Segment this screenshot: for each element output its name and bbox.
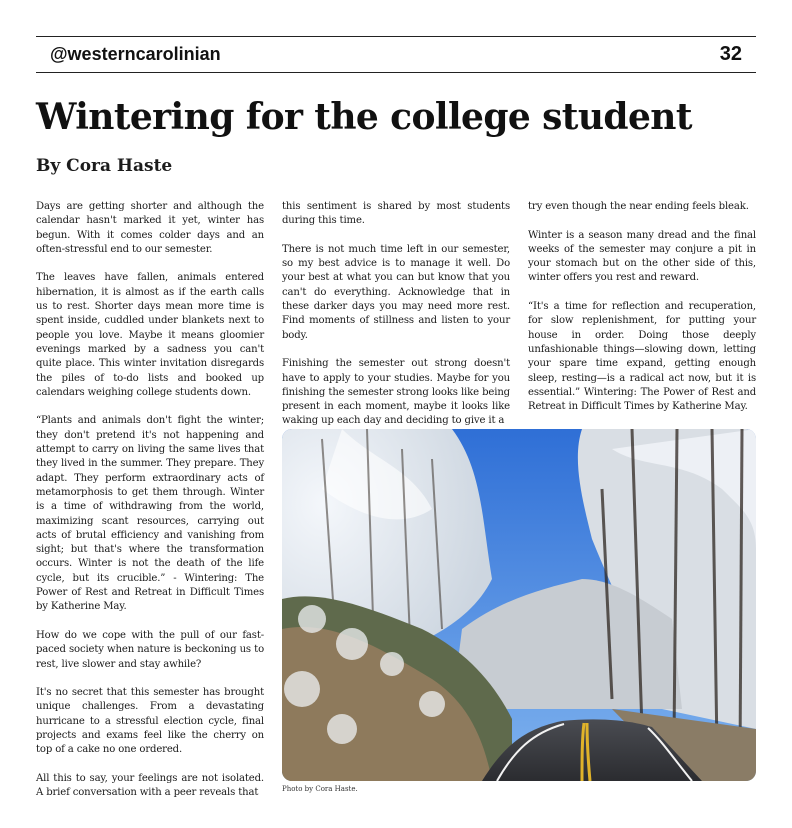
photo-caption: Photo by Cora Haste.: [282, 785, 358, 793]
paragraph: All this to say, your feelings are not isolated. A brief conversation with a peer reveals that: [36, 772, 264, 799]
paragraph: try even though the near ending feels bleak.: [528, 201, 749, 212]
top-rule: [36, 36, 756, 37]
paragraph: Finishing the semester out strong doesn't have to apply to your studies. Maybe for you finishing the semester strong looks like being present in each moment, maybe it looks like waking up each day and deciding to give it a: [282, 358, 510, 427]
header-rule: [36, 72, 756, 73]
photo-illustration: [282, 429, 756, 781]
quote-paragraph: “It's a time for reflection and recuperation, for slow replenishment, for putting your house in order. Doing those deeply unfashionable things—slowing down, letting your spare time expand, getting enough sleep, resting—is a radical act now, but it is essential.” Wintering: The Power of Rest and Retreat in Difficult Times by Katherine May.: [528, 301, 756, 413]
paragraph: There is not much time left in our semester, so my best advice is to manage it well. Do your best at what you can but know that you can't do everything. Acknowledge that in these darker days you may need more rest. Find moments of stillness and listen to your body.: [282, 243, 510, 341]
paragraph: How do we cope with the pull of our fast-paced society when nature is beckoning us to rest, live slower and stay awhile?: [36, 629, 264, 670]
paragraph: Winter is a season many dread and the final weeks of the semester may conjure a pit in your stomach but on the other side of this, winter offers you rest and reward.: [528, 229, 756, 284]
paragraph: The leaves have fallen, animals entered hibernation, it is almost as if the earth calls us to rest. Shorter days mean more time is spent inside, cuddled under blankets next to people you love. Maybe it means gloomier evenings marked by a sadness you can't quite place. This winter invitation disregards the piles of to-do lists and booked up calendars weighing college students down.: [36, 272, 264, 398]
text-column-3: [528, 200, 756, 429]
article-title: Wintering for the college student: [36, 96, 692, 138]
publication-handle: @westerncarolinian: [50, 44, 221, 64]
page-number: 32: [719, 43, 742, 65]
paragraph: this sentiment is shared by most students during this time.: [282, 201, 510, 227]
text-column-2: [282, 200, 510, 443]
text-column-1: [36, 200, 264, 815]
winter-road-photo: [282, 429, 756, 781]
quote-paragraph: “Plants and animals don't fight the winter; they don't pretend it's not happening and attempt to carry on living the same lives that they lived in the summer. They prepare. They adapt. They perform extraordinary acts of metamorphosis to get them through. Winter is a time of withdrawing from the world, maximizing scant resources, carrying out acts of brutal efficiency and vanishing from sight; but that's where the transformation occurs. Winter is not the death of the life cycle, but its crucible.” - Wintering: The Power of Rest and Retreat in Difficult Times by Katherine May.: [36, 415, 264, 613]
article-byline: By Cora Haste: [36, 156, 173, 176]
paragraph: Days are getting shorter and although the calendar hasn't marked it yet, winter has begun. With it comes colder days and an often-stressful end to our semester.: [36, 201, 264, 255]
paragraph: It's no secret that this semester has brought unique challenges. From a devastating hurricane to a stressful election cycle, final projects and exams feel like the cherry on top of a cake no one ordered.: [36, 687, 264, 756]
